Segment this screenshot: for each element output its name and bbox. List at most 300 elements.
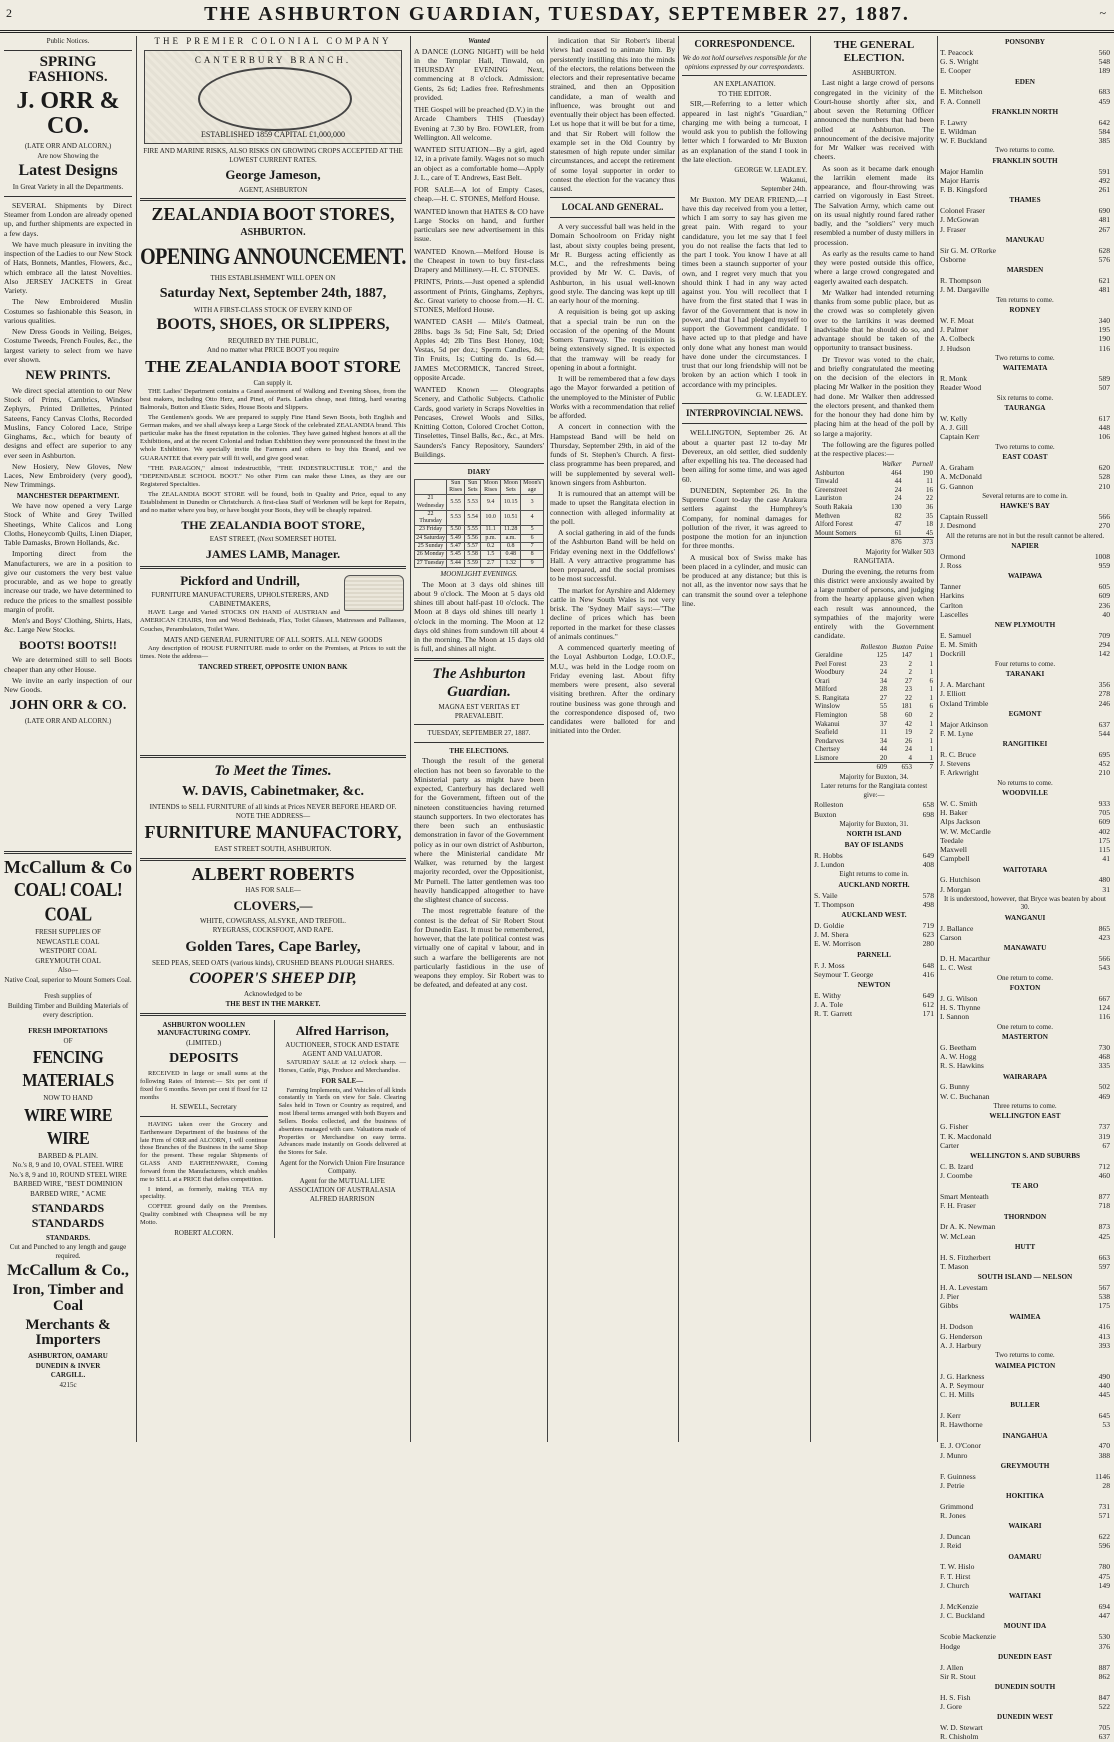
ad-text: THE BEST IN THE MARKET. xyxy=(225,1000,321,1009)
vote-count: 705 xyxy=(1098,808,1110,818)
diary-header-row xyxy=(415,479,544,495)
table-header-cell xyxy=(814,460,873,469)
vote-count: 294 xyxy=(1098,640,1110,650)
result-row xyxy=(940,1381,1110,1390)
vote-count: 642 xyxy=(1098,117,1110,127)
candidate-name: F. A. Connell xyxy=(940,96,981,106)
electorate-name: EDEN xyxy=(1015,77,1035,86)
article-paragraph: During the evening, the returns from this district were anxiously awaited by a large number of persons, and judging from the hearty applause given when each result was announced, the sympathies of the majority were entirely with the Government candidate. xyxy=(814,566,934,641)
result-row xyxy=(940,954,1110,963)
result-row xyxy=(940,1511,1110,1520)
result-row xyxy=(940,759,1110,768)
candidate-name: A. J. Gill xyxy=(940,423,968,433)
classified-ad: WANTED CASH — Mile's Oatmeal, 28lbs. bags 3s 5d; Fine Salt, 5d; Dried Apples 4d; 2lb Tins Best Honey, 10d; Vestas, 5d per doz.; Sperm Candles, 8d; Tin Fruits, 1s; Cutting do. 1s 6d.—JAMES McCORMICK, Tancred Street, opposite Arcade. xyxy=(414,317,544,382)
result-row xyxy=(940,1611,1110,1620)
result-row xyxy=(940,1052,1110,1061)
ad-headline: FURNITURE MANUFACTORY, xyxy=(144,822,402,843)
ad-item: BARBED WIRE, " ACME xyxy=(30,1189,106,1198)
result-majority: Majority for Walker 503 xyxy=(865,547,934,556)
chair-illustration-icon xyxy=(344,575,404,611)
vote-count: 147 xyxy=(901,651,912,660)
result-row xyxy=(814,891,934,900)
table-header-cell: Buxton xyxy=(892,642,912,651)
result-row xyxy=(814,961,934,970)
candidate-name: H. S. Fitzherbert xyxy=(940,1252,991,1262)
ad-subtitle: (LATE ORR AND ALCORN.) xyxy=(24,717,112,726)
news-item: WELLINGTON, September 26. At about a quarter past 12 to-day Mr Devereux, an old settler, died suddenly after expelling his tea. The deceased had been ailing for some time, and was aged 60. xyxy=(682,428,807,484)
ad-paragraph: Men's and Boys' Clothing, Shirts, Hats, &c. Large New Stocks. xyxy=(4,616,132,635)
ad-firm-name: JOHN ORR & CO. xyxy=(9,698,127,714)
table-row xyxy=(814,660,934,669)
candidate-name: A. Colbeck xyxy=(940,334,975,344)
diary-cell: 5.50 xyxy=(447,526,465,534)
diary-cell: 11.1 xyxy=(480,526,500,534)
vote-count: 658 xyxy=(922,800,934,810)
candidate-name: J. Fraser xyxy=(940,224,966,234)
electorate-name: PARNELL xyxy=(857,950,891,959)
ad-text: And no matter what PRICE BOOT you require xyxy=(207,346,339,355)
candidate-name: E. Mitchelson xyxy=(940,87,983,97)
result-row xyxy=(940,1283,1110,1292)
candidate-name: E. J. O'Conor xyxy=(940,1441,982,1451)
vote-count: 116 xyxy=(1098,1012,1110,1022)
polling-place: Tinwald xyxy=(815,477,839,486)
vote-count: 142 xyxy=(1098,649,1110,659)
candidate-name: J. Pier xyxy=(940,1292,959,1302)
candidate-name: F. Guinness xyxy=(940,1471,976,1481)
ad-headline: THE ZEALANDIA BOOT STORE xyxy=(145,356,401,376)
result-row xyxy=(940,1472,1110,1481)
ad-text: Acknowledged to be xyxy=(244,990,302,999)
candidate-name: J. Ross xyxy=(940,561,962,571)
result-row xyxy=(940,118,1110,127)
vote-count: 4 xyxy=(908,753,912,762)
electorate-name: WAITOTARA xyxy=(1002,865,1048,874)
vote-count: 149 xyxy=(1098,1580,1110,1590)
vote-count: 28 xyxy=(880,685,888,694)
result-note: It is understood, however, that Bryce was beaten by about 30. xyxy=(943,894,1107,912)
candidate-name: D. Goldie xyxy=(814,920,844,930)
vote-count: 27 xyxy=(880,693,888,702)
table-header-cell: Paine xyxy=(916,642,933,651)
result-row xyxy=(940,127,1110,136)
vote-count: 1 xyxy=(929,659,933,668)
vote-count: 16 xyxy=(926,485,933,494)
result-row xyxy=(940,689,1110,698)
vote-count: 877 xyxy=(1098,1192,1110,1202)
result-row xyxy=(940,1702,1110,1711)
polling-place: Methven xyxy=(815,511,840,520)
ad-paragraph: We have much pleasure in inviting the inspection of the Ladies to our New Stock of Hats, Bonnets, Mantles, Flowers, &c., which embrace all the latest Novelties. Also JERSEY JACKETS in Great Variety. xyxy=(4,239,133,296)
vote-count: 648 xyxy=(922,960,934,970)
vote-count: 690 xyxy=(1098,206,1110,216)
result-row xyxy=(940,1162,1110,1171)
electorate-name: NAPIER xyxy=(1011,542,1039,551)
result-row xyxy=(940,699,1110,708)
vote-count: 67 xyxy=(1102,1140,1110,1150)
vote-count: 468 xyxy=(1098,1052,1110,1062)
result-row xyxy=(940,649,1110,658)
vote-count: 53 xyxy=(1102,1420,1110,1430)
result-row xyxy=(940,325,1110,334)
candidate-name: Reader Wood xyxy=(940,383,982,393)
insurance-company-logo xyxy=(144,50,402,144)
vote-count: 628 xyxy=(1098,245,1110,255)
section-heading: Wanted xyxy=(468,37,490,45)
candidate-name: G. Henderson xyxy=(940,1331,983,1341)
vote-count: 933 xyxy=(1098,798,1110,808)
vote-count: 694 xyxy=(1098,1601,1110,1611)
letter-place: Wakanui, xyxy=(780,175,807,184)
candidate-name: Ormond xyxy=(940,551,966,561)
vote-count: 1008 xyxy=(1094,551,1110,561)
table-row xyxy=(814,745,934,754)
vote-count: 560 xyxy=(1098,47,1110,57)
candidate-name: Lascelles xyxy=(940,609,969,619)
vote-count: 718 xyxy=(1098,1201,1110,1211)
candidate-name: Major Harris xyxy=(940,175,980,185)
result-row xyxy=(940,463,1110,472)
table-row xyxy=(814,469,934,478)
vote-count: 1146 xyxy=(1095,1471,1110,1481)
result-row xyxy=(940,1602,1110,1611)
diary-cell: 5.49 xyxy=(447,534,465,542)
column-2-advertisements xyxy=(140,36,406,1442)
result-note: Several returns are to come in. xyxy=(982,491,1068,500)
total-cell: 609 xyxy=(855,763,888,772)
electorate-name: AUCKLAND NORTH. xyxy=(838,880,910,889)
vote-count: 865 xyxy=(1098,923,1110,933)
section-subheading: ASHBURTON. xyxy=(852,68,896,77)
candidate-name: Gibbs xyxy=(940,1301,959,1311)
electorate-name: DUNEDIN WEST xyxy=(997,1713,1053,1722)
result-row xyxy=(940,48,1110,57)
candidate-name: A. W. Hogg xyxy=(940,1052,977,1062)
ad-text: Fresh supplies of xyxy=(44,992,92,1001)
section-heading: Public Notices. xyxy=(46,37,90,45)
result-row xyxy=(940,729,1110,738)
diary-cell: 26 Monday xyxy=(415,551,447,559)
result-row xyxy=(940,1292,1110,1301)
ad-paragraph: The Gentlemen's goods. We are prepared to supply Fine Hand Sewn Boots, both English and German makes, and we shall always keep a Large Stock of the celebrated ZEALANDIA brand. This particular make has the finest reputation in the colonies. They have gained highest honors at all the Exhibitions, and at the recent Colonial and Indian Exhibition they were pronounced the finest in the whole Exhibition. We specially invite the Farmers and others to buy this Brand, and we GUARANTEE that every pair will fit well, and give good wear. xyxy=(140,414,406,462)
vote-count: 2 xyxy=(929,710,933,719)
candidate-name: W. D. Stewart xyxy=(940,1723,983,1733)
candidate-name: F. B. Kingsford xyxy=(940,185,988,195)
ad-headline: FENCING MATERIALS xyxy=(22,1048,114,1091)
vote-count: 862 xyxy=(1098,1671,1110,1681)
ad-code: 4215c xyxy=(59,1380,77,1389)
result-note: Two returns to come. xyxy=(995,146,1055,155)
ad-text: FRESH SUPPLIES OF xyxy=(35,928,101,937)
news-item: A social gathering in aid of the funds of the Ashburton Band will be held on Friday evening next in the Oddfellows' Hall. A very attractive programme has been prepared, and the social promises to be most successful. xyxy=(550,528,675,584)
result-row xyxy=(940,1372,1110,1381)
diary-cell: p.m. xyxy=(480,534,500,542)
ad-headline: CLOVERS,— xyxy=(233,897,313,913)
diary-row xyxy=(415,534,544,542)
newspaper-nameplate: The Ashburton Guardian. xyxy=(432,665,526,700)
column-rule xyxy=(810,36,811,1442)
ad-text: Agent for the MUTUAL LIFE ASSOCIATION OF AUSTRALASIA xyxy=(288,1177,396,1194)
ad-text: Are now Showing the xyxy=(37,151,99,160)
classified-ad: THE Gospel will be preached (D.V.) in the Arcade Chambers THIS (Tuesday) Evening at 7.30 by Bro. FOWLER, from Wellington. All welcome. xyxy=(414,105,544,142)
ad-subheading: MANCHESTER DEPARTMENT. xyxy=(16,491,120,500)
result-row xyxy=(940,276,1110,285)
diary-cell: 10.15 xyxy=(501,495,521,511)
candidate-name: Rolleston xyxy=(814,800,844,810)
article-paragraph: Later returns for the Rangitata contest give:— xyxy=(820,782,928,799)
result-row xyxy=(940,1332,1110,1341)
result-row xyxy=(940,799,1110,808)
vote-count: 6 xyxy=(929,702,933,711)
result-majority: Majority for Buxton, 31. xyxy=(839,819,909,828)
article-paragraph: Mr Walker had intended returning thanks from some public place, but as the crowd was so completely given over to the larrikins it was deemed inadvisable that he should do so, and advantage should be taken of the opportunity to transact business. xyxy=(814,287,934,353)
ad-firm-name: ALBERT ROBERTS xyxy=(191,863,355,884)
ad-subtitle: AGENT, ASHBURTON xyxy=(238,185,308,194)
vote-count: 171 xyxy=(922,1009,934,1019)
result-row xyxy=(940,1122,1110,1131)
candidate-name: J. Allen xyxy=(940,1662,964,1672)
result-row xyxy=(940,1672,1110,1681)
vote-count: 683 xyxy=(1098,87,1110,97)
vote-count: 530 xyxy=(1098,1632,1110,1642)
vote-count: 544 xyxy=(1098,728,1110,738)
vote-count: 597 xyxy=(1098,1261,1110,1271)
vote-count: 873 xyxy=(1098,1222,1110,1232)
result-row xyxy=(940,1411,1110,1420)
electorate-name: TARANAKI xyxy=(1005,670,1045,679)
table-row xyxy=(814,520,934,529)
candidate-name: Sir G. M. O'Rorke xyxy=(940,245,997,255)
diary-cell: 9 xyxy=(521,559,544,567)
ad-paragraph: I intend, as formerly, making TEA my speciality. xyxy=(140,1185,268,1201)
article-paragraph: As soon as it became dark enough the larrikin element made its appearance, and flour-throwing was carried on vigorously in East Street. The Salvation Army, which came out on its usual nightly round fared rather badly, and the "soldiers" very much resembled a number of dusty millers in procession. xyxy=(814,163,934,247)
vote-count: 116 xyxy=(1098,343,1110,353)
news-item: It is rumoured that an attempt will be made to upset the Rangitata election in connection with alleged informality at the poll. xyxy=(550,489,675,526)
table-row xyxy=(814,486,934,495)
electorate-name: FOXTON xyxy=(1009,984,1041,993)
vote-count: 712 xyxy=(1098,1161,1110,1171)
ad-paragraph: HAVE Large and Varied STOCKS ON HAND of AUSTRIAN and AMERICAN CHAIRS, Iron and Wood Bedsteads, Flax, Toilet Glasses, Mattresses and Palliasses, Couches, Perambulators, Toilet Ware. xyxy=(140,609,406,633)
ad-subtitle: FURNITURE MANUFACTURERS, UPHOLSTERERS, AND CABINETMAKERS, xyxy=(151,591,329,608)
result-row xyxy=(940,610,1110,619)
diary-header-cell xyxy=(415,479,447,495)
electorate-name: WAIRARAPA xyxy=(1002,1072,1048,1081)
diary-row xyxy=(415,495,544,511)
result-row xyxy=(940,512,1110,521)
candidate-name: Tanner xyxy=(940,582,961,592)
candidate-name: A. Graham xyxy=(940,463,974,472)
candidate-name: Teedale xyxy=(940,835,964,845)
diary-title: DIARY xyxy=(467,468,491,477)
result-note: Two returns to come. xyxy=(995,1351,1055,1360)
result-row xyxy=(940,423,1110,432)
table-total-row xyxy=(814,538,934,547)
ad-firm-name: J. ORR & CO. xyxy=(16,88,120,140)
candidate-name: Oxland Trimble xyxy=(940,698,989,708)
vote-count: 576 xyxy=(1098,254,1110,264)
candidate-name: E. W. Morrison xyxy=(814,939,861,949)
candidate-name: Scobie Mackenzie xyxy=(940,1632,996,1642)
vote-count: 416 xyxy=(922,969,934,979)
candidate-name: T. Mason xyxy=(940,1261,969,1271)
ad-paragraph: SEVERAL Shipments by Direct Steamer from London are already opened up, and further shipments are expected in a few days. xyxy=(4,200,132,238)
candidate-name: Colonel Fraser xyxy=(940,206,985,216)
vote-count: 649 xyxy=(922,990,934,1000)
column-rule xyxy=(136,36,137,1442)
vote-count: 61 xyxy=(894,528,902,537)
vote-count: 543 xyxy=(1098,963,1110,973)
ad-subheading: BOOTS! BOOTS!! xyxy=(19,637,117,652)
vote-count: 42 xyxy=(905,719,912,728)
ad-subheading: FRESH IMPORTATIONS xyxy=(28,1027,108,1036)
total-cell xyxy=(814,538,873,547)
candidate-name: I. Sannon xyxy=(940,1012,970,1022)
candidate-name: E. Cooper xyxy=(940,66,971,76)
polling-place: Lismore xyxy=(815,753,839,762)
candidate-name: J. A. Marchant xyxy=(940,680,985,689)
diary-cell: 24 Saturday xyxy=(416,534,445,541)
ad-subheading: FOR SALE— xyxy=(321,1077,364,1086)
result-row xyxy=(940,225,1110,234)
diary-cell: 5.47 xyxy=(447,543,465,551)
candidate-name: J. Gore xyxy=(940,1702,962,1712)
column-rule xyxy=(937,36,938,1442)
diary-cell: 2.7 xyxy=(480,559,500,567)
vote-count: 18 xyxy=(926,520,933,529)
candidate-name: W. Kelly xyxy=(940,413,968,423)
candidate-name: J. Munro xyxy=(940,1450,968,1460)
vote-count: 645 xyxy=(1098,1411,1110,1421)
total-cell: 876 xyxy=(873,538,902,547)
news-item: A concert in connection with the Hampstead Band will be held on Thursday, September 29th, in aid of the funds of St. Stephen's Church. A first-class programme has been prepared, and will be supplemented by several well-known singers from Ashburton. xyxy=(550,422,675,487)
candidate-name: E. Samuel xyxy=(940,630,972,640)
electorate-name: PONSONBY xyxy=(1005,38,1045,46)
ad-item: WESTPORT COAL xyxy=(39,947,97,956)
vote-count: 45 xyxy=(926,528,933,537)
vote-count: 445 xyxy=(1098,1390,1110,1399)
section-heading: CORRESPONDENCE. xyxy=(694,39,795,50)
polling-place: Greenstreet xyxy=(815,485,848,494)
candidate-name: F. T. Hirst xyxy=(940,1571,971,1581)
ad-headline: THE ZEALANDIA BOOT STORE, xyxy=(181,517,365,532)
ad-text: Cut and Punched to any length and gauge required. xyxy=(9,1243,127,1260)
result-row xyxy=(940,924,1110,933)
ad-paragraph: "THE PARAGON," almost indestructible, "THE INDESTRUCTIBLE TOE," and the "DEPENDABLE SCHOOL BOOT." No other Firm can make these Lines, as they are our Registered Specialties. xyxy=(140,464,406,488)
vote-count: 498 xyxy=(922,899,934,909)
electorate-name: WOODVILLE xyxy=(1002,789,1048,798)
diary-cell: 5 xyxy=(521,526,544,534)
total-cell: 7 xyxy=(913,763,934,772)
classified-ad: PRINTS, Prints.—Just opened a splendid assortment of Prints, Ginghams, Zephyrs, &c. Great variety to choose from.—H. C. STONES, Melford House. xyxy=(414,277,544,315)
diary-cell: 9.4 xyxy=(480,495,500,511)
table-row xyxy=(814,737,934,746)
vote-count: 24 xyxy=(894,485,902,494)
article-paragraph: As early as the results came to hand they were posted outside this office, where a large crowd congregated and eagerly awaited each despatch. xyxy=(814,248,934,286)
table-row xyxy=(814,685,934,694)
result-row xyxy=(940,1171,1110,1180)
diary-row xyxy=(415,510,544,526)
vote-count: 130 xyxy=(891,503,902,511)
polling-place: Alford Forest xyxy=(815,520,853,529)
vote-count: 413 xyxy=(1098,1331,1110,1341)
result-row xyxy=(940,1201,1110,1210)
vote-count: 24 xyxy=(894,494,902,503)
ad-paragraph: New Hosiery, New Gloves, New Laces, New Embroidery (very good), New Trimmings. xyxy=(4,461,132,490)
polling-place: Mount Somers xyxy=(815,528,857,537)
electorate-name: INANGAHUA xyxy=(1002,1431,1048,1440)
vote-count: 566 xyxy=(1098,512,1110,522)
vote-count: 637 xyxy=(1098,719,1110,729)
ad-date: Saturday Next, September 24th, 1887, xyxy=(159,286,387,302)
letter-signature: GEORGE W. LEADLEY. xyxy=(734,166,807,175)
ad-firm-name: ASHBURTON WOOLLEN MANUFACTURING COMPY. xyxy=(157,1020,251,1038)
vote-count: 388 xyxy=(1098,1450,1110,1460)
candidate-name: J. Reid xyxy=(940,1541,962,1551)
vote-count: 475 xyxy=(1098,1571,1110,1581)
result-row xyxy=(940,383,1110,392)
ad-address: EAST STREET, (Next SOMERSET HOTEL xyxy=(209,535,337,544)
result-row xyxy=(940,1562,1110,1571)
electorate-name: MANUKAU xyxy=(1005,235,1045,244)
electorate-name: WELLINGTON S. AND SUBURBS xyxy=(969,1152,1081,1160)
vote-count: 106 xyxy=(1098,432,1110,442)
vote-count: 402 xyxy=(1098,826,1110,836)
result-row xyxy=(940,1642,1110,1651)
candidate-name: W. F. Buckland xyxy=(940,136,987,146)
result-row xyxy=(940,640,1110,649)
ad-item: RYEGRASS, COCKSFOOT, AND RAPE. xyxy=(212,926,334,935)
ad-headline: DEPOSITS xyxy=(169,1051,239,1067)
candidate-name: J. Lundon xyxy=(814,860,845,870)
result-note: All the returns are not in but the result cannot be altered. xyxy=(945,531,1105,540)
vote-count: 459 xyxy=(1098,96,1110,106)
polling-place: Milford xyxy=(815,685,837,694)
vote-count: 481 xyxy=(1098,285,1110,295)
vote-count: 617 xyxy=(1098,413,1110,423)
result-row xyxy=(940,680,1110,689)
vote-count: 578 xyxy=(922,890,934,900)
classified-ad: A DANCE (LONG NIGHT) will be held in the Templar Hall, Tinwald, on THURSDAY EVENING Next, commencing at 8 o'clock. Admission: Gents, 2s 6d; Ladies free. Refreshments provided. xyxy=(414,46,544,102)
vote-count: 2 xyxy=(929,728,933,737)
electorate-name: WELLINGTON EAST xyxy=(989,1112,1061,1121)
result-row xyxy=(940,1572,1110,1581)
candidate-name: Carson xyxy=(940,933,962,942)
ad-signature: ALFRED HARRISON xyxy=(309,1195,375,1204)
electorate-name: NEW PLYMOUTH xyxy=(994,621,1056,630)
ad-item: No.'s 8, 9 and 10, OVAL STEEL WIRE xyxy=(12,1161,124,1170)
vote-count: 34 xyxy=(880,676,888,685)
news-item: A very successful ball was held in the Domain Schoolroom on Friday night last, about sixty couples being present, Mr R. Burgess acting efficiently as M.C., and the refreshments being provided by Mr W. C. Davis, of Ashburton, in his usual well-known good style. The dancing was kept up till an early hour of the morning. xyxy=(550,222,675,306)
vote-count: 609 xyxy=(1098,817,1110,827)
table-caption: The following are the figures polled at the respective places:— xyxy=(814,439,934,459)
candidate-name: Captain Russell xyxy=(940,512,988,522)
result-note: Ten returns to come. xyxy=(996,295,1054,304)
result-row xyxy=(814,900,934,909)
vote-count: 408 xyxy=(922,860,934,870)
result-row xyxy=(940,1301,1110,1310)
table-row xyxy=(814,754,934,763)
result-row xyxy=(940,768,1110,777)
ashburton-results-table xyxy=(814,460,934,546)
vote-count: 440 xyxy=(1098,1380,1110,1390)
result-row xyxy=(940,817,1110,826)
electorate-name: RANGITIKEI xyxy=(1002,740,1048,749)
diary-cell: 5.54 xyxy=(465,510,481,526)
vote-count: 667 xyxy=(1098,993,1110,1003)
electorate-name: MANAWATU xyxy=(1003,944,1047,953)
ad-signature: ROBERT ALCORN. xyxy=(174,1228,234,1237)
diary-row xyxy=(415,551,544,559)
